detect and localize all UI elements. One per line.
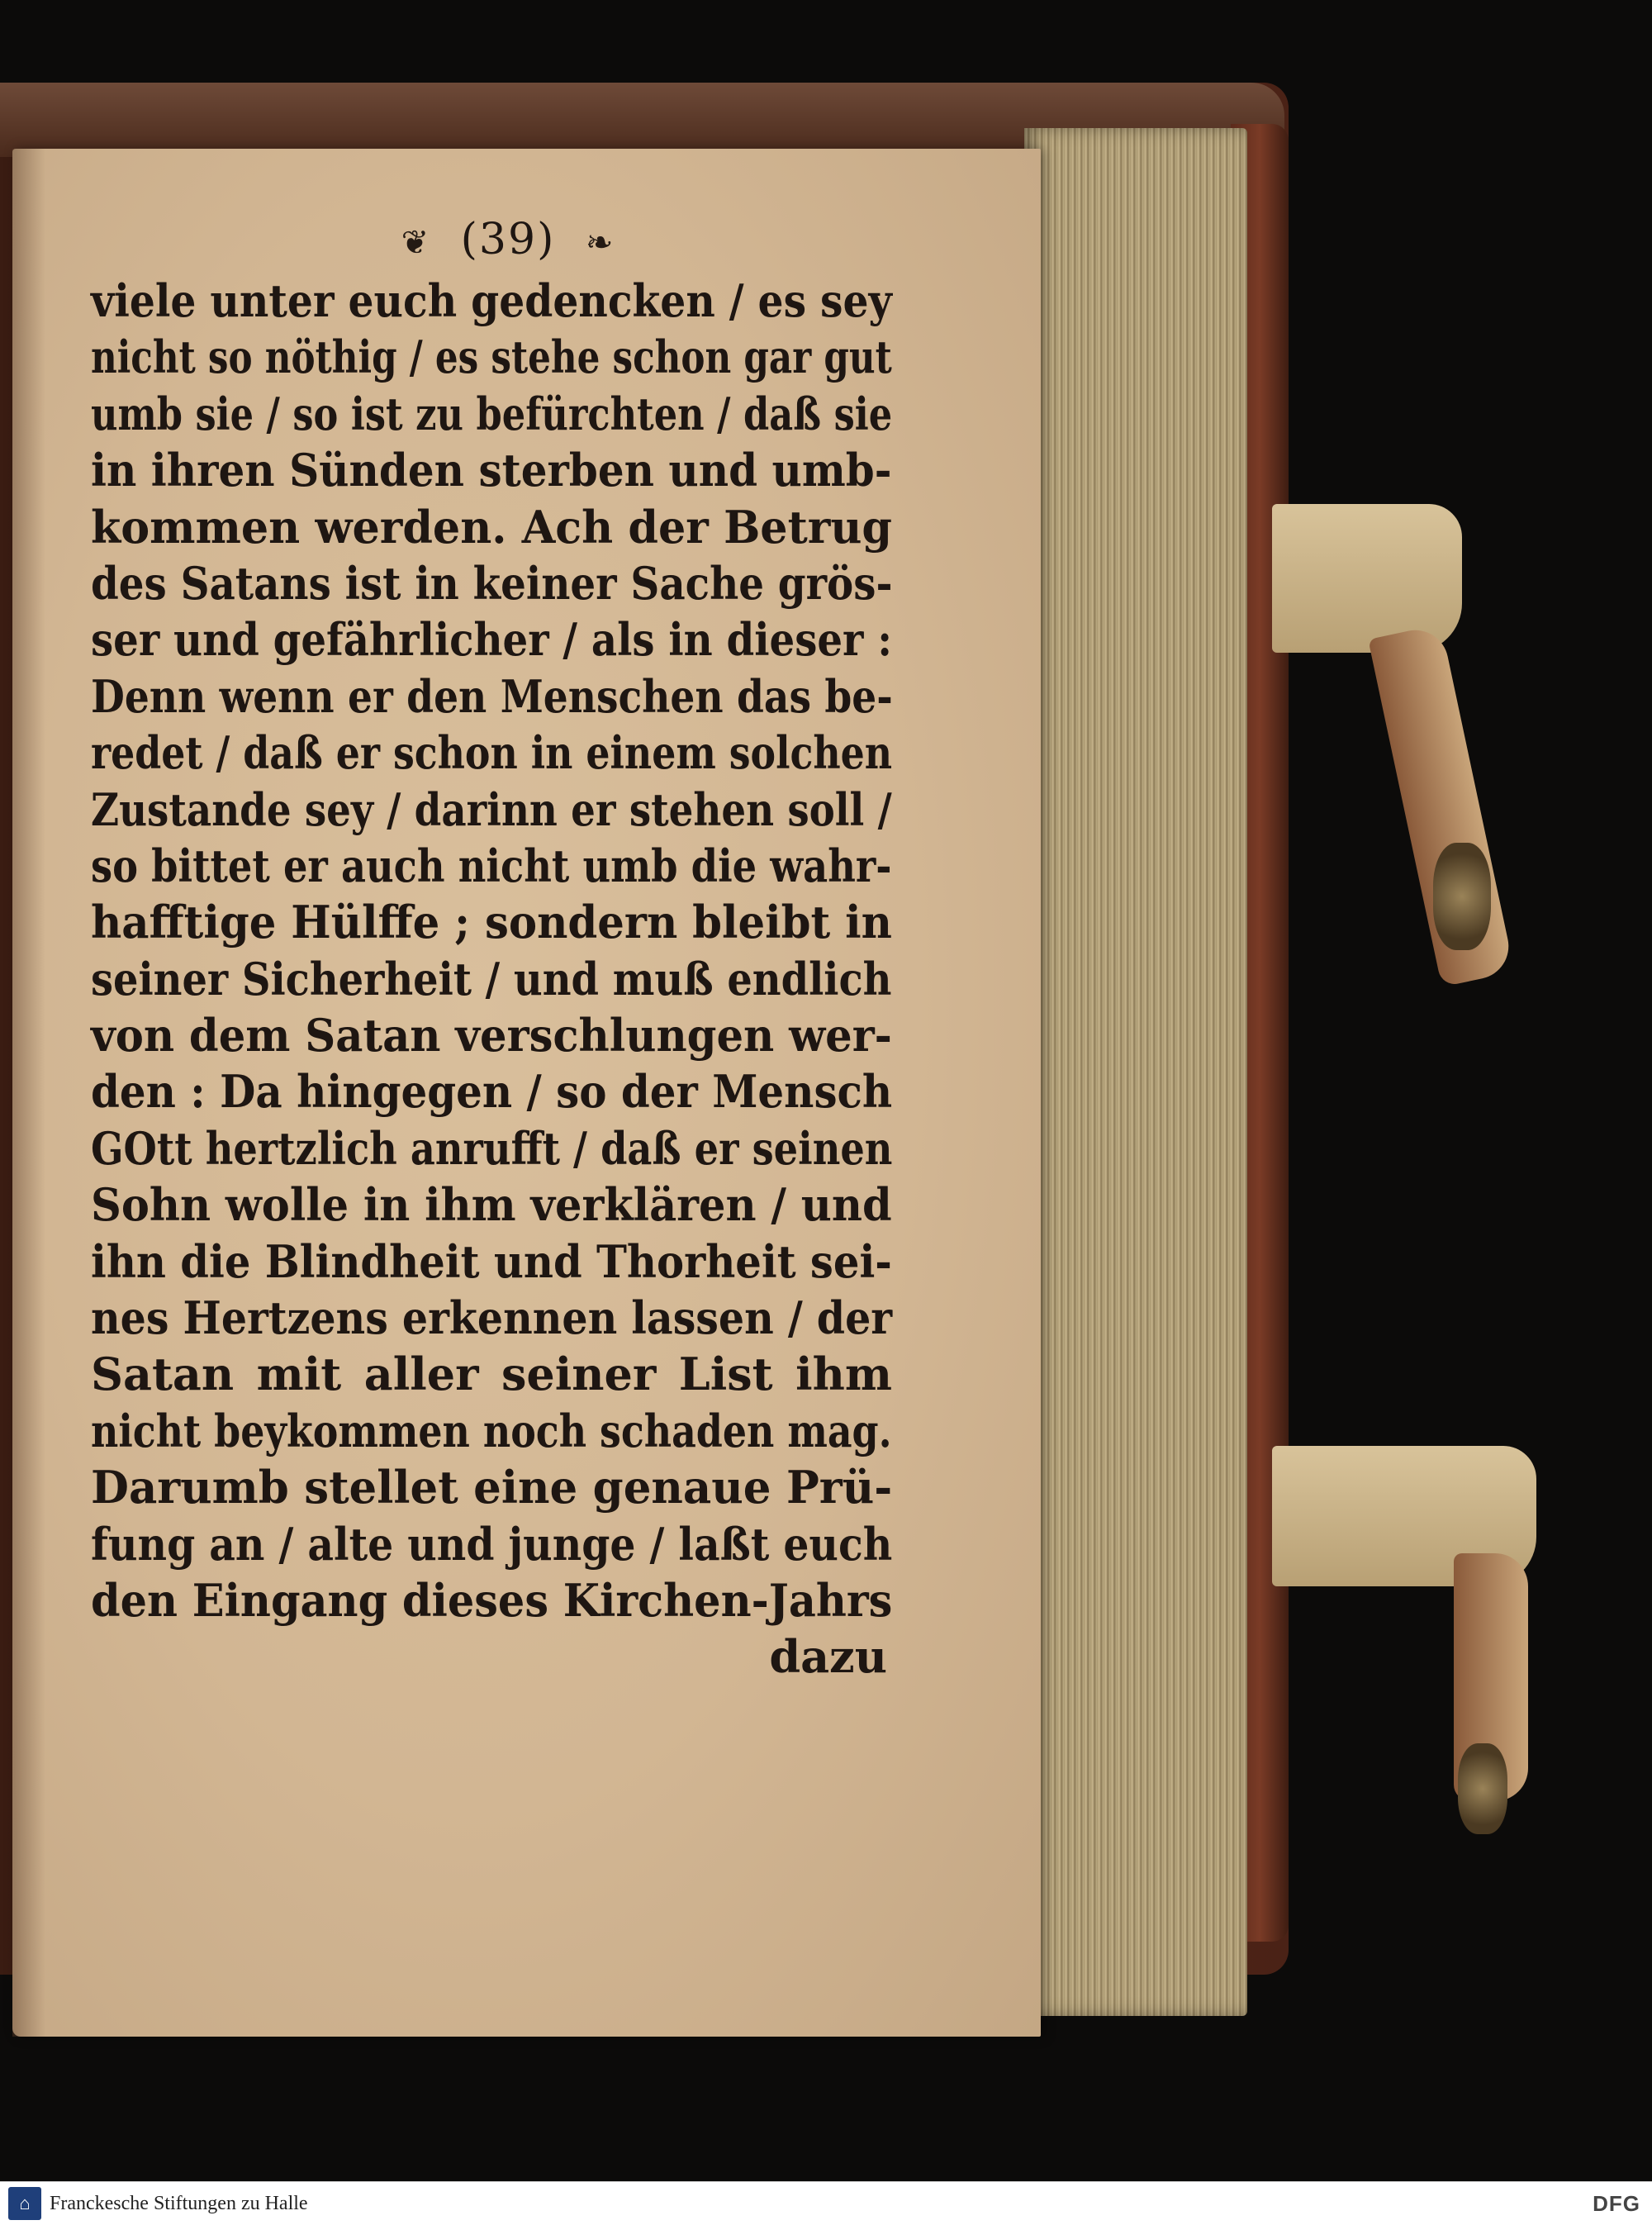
left-ornament-icon: ❦ bbox=[401, 223, 431, 262]
dfg-logo: DFG bbox=[1593, 2191, 1640, 2216]
text-line: hafftige Hülffe ; sondern bleibt in bbox=[91, 896, 892, 949]
text-line: kommen werden. Ach der Betrug bbox=[91, 500, 892, 554]
text-line: in ihren Sünden sterben und umb- bbox=[91, 444, 892, 497]
text-line: redet / daß er schon in einem solchen bbox=[91, 726, 893, 780]
catchword: dazu bbox=[769, 1630, 887, 1684]
page-header bbox=[124, 207, 892, 273]
text-line: nicht beykommen noch schaden mag. bbox=[91, 1404, 892, 1457]
footer-bar bbox=[0, 2181, 1652, 2225]
text-line: viele unter euch gedencken / es sey bbox=[91, 274, 892, 327]
text-lines bbox=[91, 273, 892, 1628]
text-line: ser und gefährlicher / als in dieser : bbox=[91, 613, 893, 667]
text-line: Sohn wolle in ihm verklären / und bbox=[91, 1178, 892, 1232]
text-line: so bittet er auch nicht umb die wahr- bbox=[91, 839, 892, 892]
upper-clasp-strap bbox=[1272, 504, 1462, 653]
text-line: des Satans ist in keiner Sache grös- bbox=[91, 556, 893, 610]
lower-clasp-hook bbox=[1458, 1743, 1507, 1834]
text-line: seiner Sicherheit / und muß endlich bbox=[91, 952, 892, 1006]
page-number: (39) bbox=[460, 215, 556, 264]
text-line: ihn die Blindheit und Thorheit sei- bbox=[91, 1234, 892, 1288]
upper-clasp-hook bbox=[1433, 843, 1491, 950]
institution-name: Franckesche Stiftungen zu Halle bbox=[50, 2193, 308, 2214]
text-line: nes Hertzens erkennen lassen / der bbox=[91, 1291, 893, 1345]
page-gutter-shadow bbox=[12, 149, 45, 2037]
right-ornament-icon: ❧ bbox=[585, 223, 615, 262]
text-line: den Eingang dieses Kirchen-Jahrs bbox=[91, 1573, 893, 1627]
page-text-block bbox=[91, 207, 892, 1685]
text-line: Zustande sey / darinn er stehen soll / bbox=[91, 782, 892, 836]
text-line: GOtt hertzlich anrufft / daß er seinen bbox=[91, 1121, 893, 1175]
text-line: Darumb stellet eine genaue Prü- bbox=[91, 1461, 893, 1514]
text-line: nicht so nöthig / es stehe schon gar gut bbox=[91, 330, 892, 384]
text-line: von dem Satan verschlungen wer- bbox=[91, 1009, 892, 1063]
institution-logo-icon: ⌂ bbox=[8, 2187, 41, 2220]
text-line: den : Da hingegen / so der Mensch bbox=[91, 1065, 893, 1119]
text-line: Denn wenn er den Menschen das be- bbox=[91, 669, 893, 723]
text-line: fung an / alte und junge / laßt euch bbox=[91, 1517, 893, 1571]
text-line: umb sie / so ist zu befürchten / daß sie bbox=[91, 387, 893, 440]
text-line: Satan mit aller seiner List ihm bbox=[91, 1348, 892, 1401]
page-block-edges bbox=[1024, 128, 1247, 2016]
